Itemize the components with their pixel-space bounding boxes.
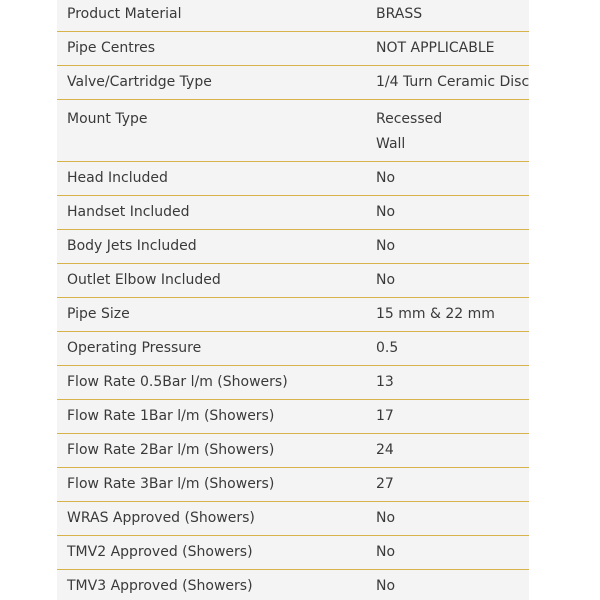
- spec-value-line: No: [376, 204, 396, 220]
- spec-value: [376, 162, 529, 196]
- spec-value-line: 24: [376, 442, 394, 458]
- spec-row: [57, 0, 529, 32]
- spec-value: [376, 66, 529, 100]
- spec-label: Valve/Cartridge Type: [57, 66, 376, 100]
- spec-label: Handset Included: [57, 196, 376, 230]
- spec-value: [376, 264, 529, 298]
- spec-value-line: No: [376, 510, 396, 526]
- spec-label: Product Material: [57, 0, 376, 32]
- spec-value-line: NOT APPLICABLE: [376, 40, 495, 56]
- spec-label: TMV2 Approved (Showers): [57, 536, 376, 570]
- spec-row: [57, 264, 529, 298]
- spec-label: WRAS Approved (Showers): [57, 502, 376, 536]
- spec-row: [57, 298, 529, 332]
- specifications-table: [57, 0, 529, 600]
- spec-label: Flow Rate 0.5Bar l/m (Showers): [57, 366, 376, 400]
- spec-row: [57, 230, 529, 264]
- spec-row: [57, 502, 529, 536]
- spec-value-line: 0.5: [376, 340, 399, 356]
- spec-value-line: No: [376, 238, 396, 254]
- spec-row: [57, 196, 529, 230]
- spec-value-line: No: [376, 578, 396, 594]
- spec-label: Mount Type: [57, 100, 376, 162]
- spec-row: [57, 434, 529, 468]
- spec-value: [376, 230, 529, 264]
- spec-row: [57, 400, 529, 434]
- spec-label: Operating Pressure: [57, 332, 376, 366]
- spec-label: Body Jets Included: [57, 230, 376, 264]
- spec-value: [376, 400, 529, 434]
- specifications-table-body: [57, 0, 529, 600]
- spec-value-line: Recessed: [376, 111, 443, 127]
- spec-value: [376, 196, 529, 230]
- spec-value: [376, 0, 529, 32]
- spec-value-line: No: [376, 170, 396, 186]
- spec-label: Head Included: [57, 162, 376, 196]
- spec-value-line: 27: [376, 476, 394, 492]
- spec-label: TMV3 Approved (Showers): [57, 570, 376, 600]
- spec-label: Flow Rate 1Bar l/m (Showers): [57, 400, 376, 434]
- spec-row: [57, 162, 529, 196]
- spec-row: [57, 536, 529, 570]
- spec-value-line: No: [376, 272, 396, 288]
- spec-value: [376, 298, 529, 332]
- spec-value-line: BRASS: [376, 6, 423, 22]
- spec-row: [57, 32, 529, 66]
- spec-value-line: Wall: [376, 136, 406, 152]
- spec-label: Flow Rate 3Bar l/m (Showers): [57, 468, 376, 502]
- spec-value-line: No: [376, 544, 396, 560]
- spec-value: [376, 536, 529, 570]
- spec-value: [376, 366, 529, 400]
- spec-value: [376, 570, 529, 600]
- spec-value: [376, 502, 529, 536]
- spec-label: Flow Rate 2Bar l/m (Showers): [57, 434, 376, 468]
- spec-label: Pipe Centres: [57, 32, 376, 66]
- spec-row: [57, 468, 529, 502]
- spec-value: [376, 100, 529, 162]
- spec-label: Pipe Size: [57, 298, 376, 332]
- spec-row: [57, 332, 529, 366]
- spec-label: Outlet Elbow Included: [57, 264, 376, 298]
- spec-row: [57, 570, 529, 600]
- spec-row: [57, 66, 529, 100]
- spec-row: [57, 366, 529, 400]
- spec-value: [376, 32, 529, 66]
- spec-value: [376, 332, 529, 366]
- spec-value-line: 15 mm & 22 mm: [376, 306, 495, 322]
- product-specifications-panel: [57, 0, 529, 600]
- spec-value-line: 13: [376, 374, 394, 390]
- spec-row: [57, 100, 529, 162]
- spec-value-line: 1/4 Turn Ceramic Disc: [376, 74, 529, 90]
- spec-value: [376, 468, 529, 502]
- spec-value: [376, 434, 529, 468]
- spec-value-line: 17: [376, 408, 394, 424]
